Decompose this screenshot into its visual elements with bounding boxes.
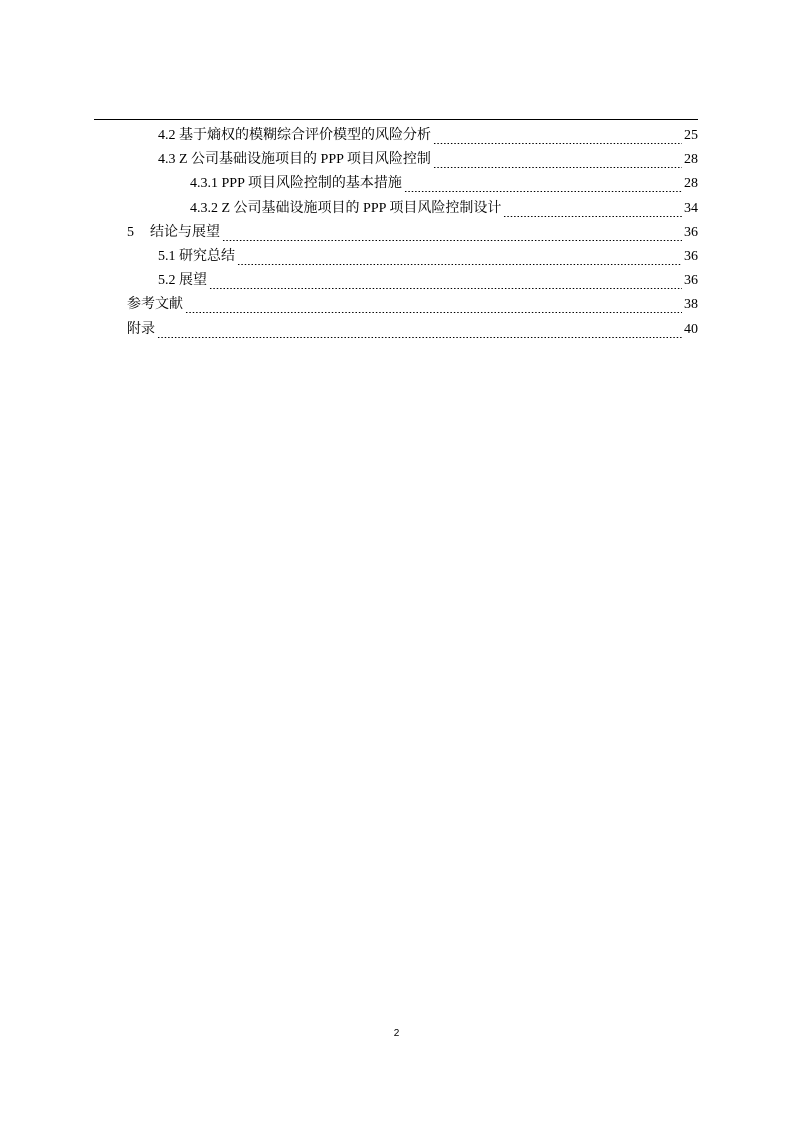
toc-entry-page: 28 [684, 176, 698, 192]
toc-entry-page: 36 [684, 249, 698, 265]
toc-leader-dots [185, 302, 682, 314]
toc-entry-title: 4.3.2 Z 公司基础设施项目的 PPP 项目风险控制设计 [190, 200, 502, 216]
toc-entry[interactable] [0, 124, 793, 148]
table-of-contents [0, 124, 793, 342]
toc-entry[interactable] [0, 318, 793, 342]
toc-entry-page: 38 [684, 297, 698, 313]
toc-entry-page: 25 [684, 128, 698, 144]
page-number: 2 [393, 1028, 400, 1039]
toc-entry-title: 4.2 基于熵权的模糊综合评价模型的风险分析 [158, 128, 431, 144]
toc-entry-page: 36 [684, 273, 698, 289]
toc-entry-page: 40 [684, 321, 698, 337]
toc-entry-title: 5.2 展望 [158, 273, 207, 289]
toc-entry-title [127, 224, 220, 242]
toc-leader-dots [237, 254, 682, 266]
toc-entry-title: 5.1 研究总结 [158, 249, 235, 265]
toc-leader-dots [503, 206, 682, 218]
toc-entry-title: 附录 [127, 321, 155, 337]
toc-entry-title: 4.3.1 PPP 项目风险控制的基本措施 [190, 176, 402, 192]
toc-entry[interactable] [0, 148, 793, 172]
toc-entry-page: 28 [684, 152, 698, 168]
toc-entry[interactable] [0, 269, 793, 293]
toc-leader-dots [157, 327, 682, 339]
toc-entry[interactable] [0, 293, 793, 317]
toc-entry-number: 5 [127, 224, 134, 240]
toc-leader-dots [209, 278, 682, 290]
toc-entry-title: 4.3 Z 公司基础设施项目的 PPP 项目风险控制 [158, 152, 431, 168]
toc-entry-title: 参考文献 [127, 297, 183, 313]
toc-leader-dots [404, 181, 682, 193]
header-rule [94, 119, 698, 120]
toc-entry[interactable] [0, 197, 793, 221]
toc-entry[interactable] [0, 221, 793, 245]
toc-entry-title-text: 结论与展望 [150, 224, 220, 240]
toc-leader-dots [433, 133, 682, 145]
toc-leader-dots [222, 230, 682, 242]
toc-leader-dots [433, 157, 682, 169]
toc-entry[interactable] [0, 245, 793, 269]
toc-entry[interactable] [0, 172, 793, 196]
toc-entry-page: 36 [684, 224, 698, 240]
toc-entry-page: 34 [684, 200, 698, 216]
